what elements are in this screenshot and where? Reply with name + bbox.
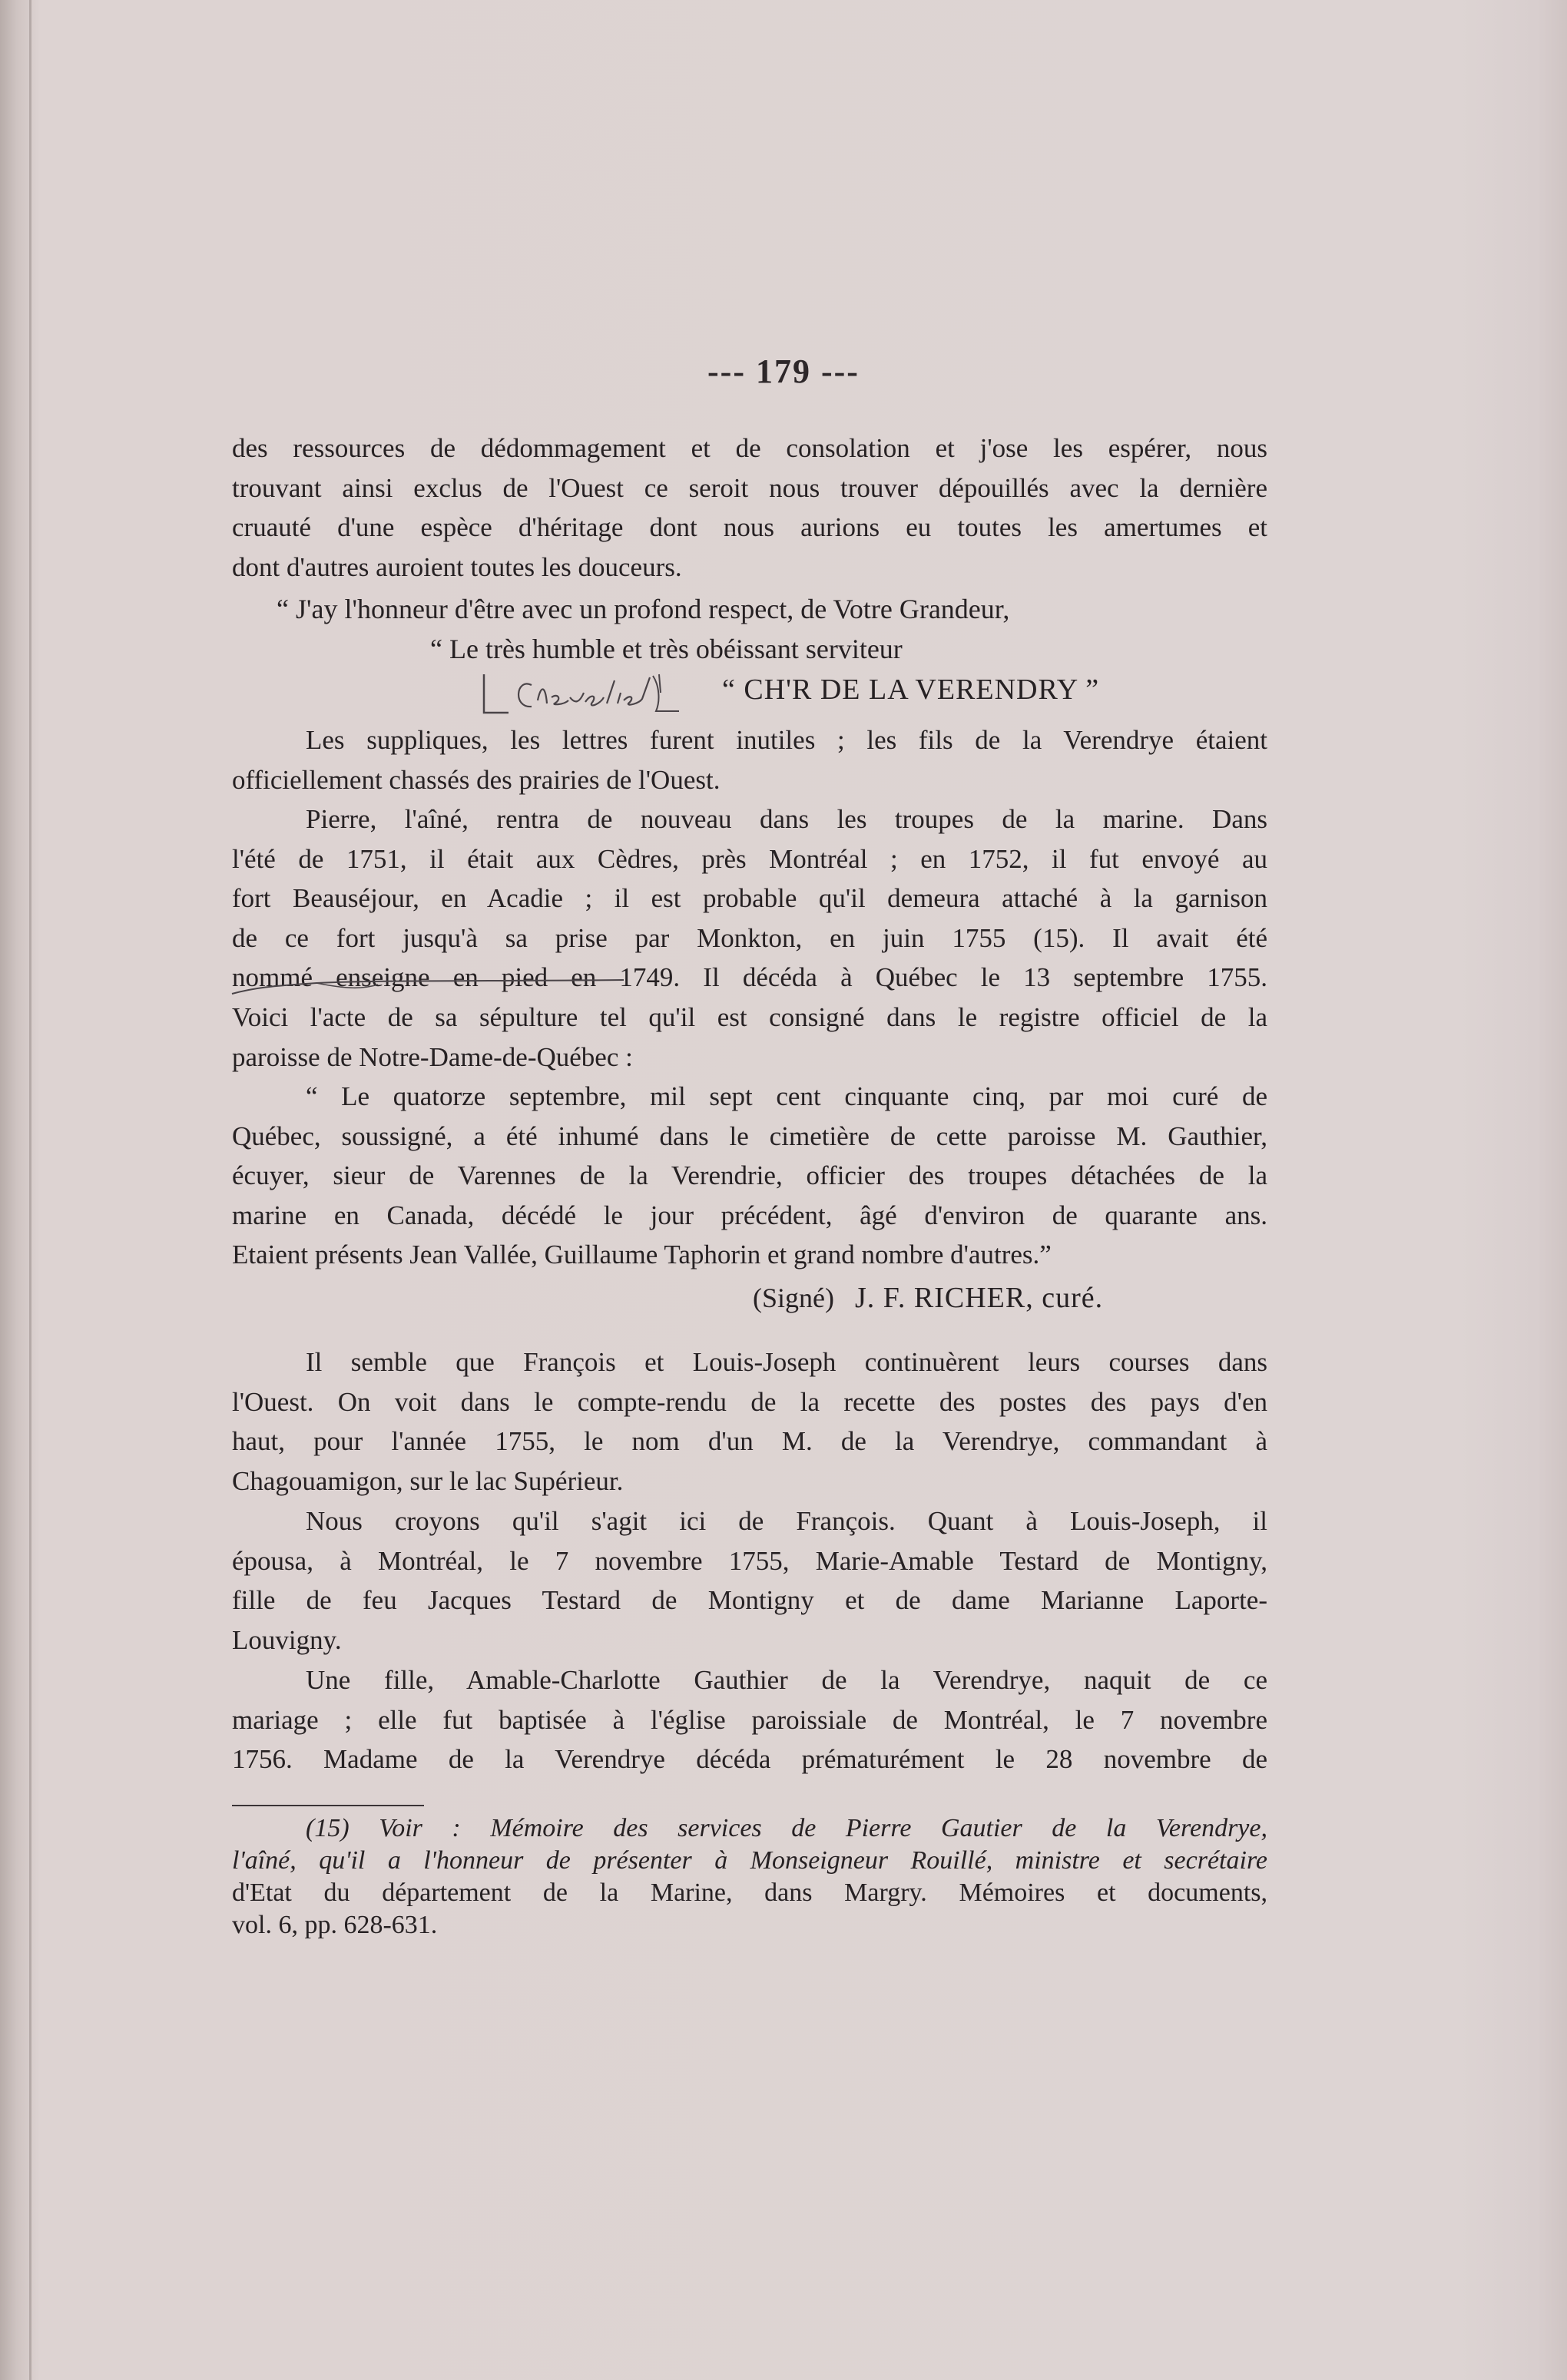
text-line: Chagouamigon, sur le lac Supérieur. (232, 1465, 624, 1496)
text-line: haut, pour l'année 1755, le nom d'un M. de la Verendrye, commandant à (232, 1426, 1267, 1457)
text-line: marine en Canada, décédé le jour précédent, âgé d'environ de quarante ans. (232, 1200, 1267, 1230)
text-line: paroisse de Notre-Dame-de-Québec : (232, 1041, 633, 1072)
paragraph-2 (232, 720, 1267, 799)
text-line: 1756. Madame de la Verendrye décéda prématurément le 28 novembre de (232, 1744, 1267, 1775)
handwritten-annotation (478, 670, 724, 717)
text-line: Louvigny. (232, 1624, 342, 1655)
text-line: l'été de 1751, il était aux Cèdres, près Montréal ; en 1752, il fut envoyé au (232, 843, 1267, 874)
paragraph-6 (232, 1501, 1267, 1660)
page-number: --- 179 --- (707, 353, 860, 390)
text-line: Nous croyons qu'il s'agit ici de François. Quant à Louis-Joseph, il (306, 1506, 1267, 1536)
text-line: officiellement chassés des prairies de l'Ouest. (232, 764, 721, 795)
paragraph-1 (232, 429, 1267, 587)
signed-name: J. F. RICHER, curé. (854, 1282, 1104, 1314)
text-line: l'Ouest. On voit dans le compte-rendu de la recette des postes des pays d'en (232, 1386, 1267, 1417)
text-line: écuyer, sieur de Varennes de la Verendrie, officier des troupes détachées de la (232, 1160, 1267, 1191)
text-line: fort Beauséjour, en Acadie ; il est probable qu'il demeura attaché à la garnison (232, 883, 1267, 914)
letter-closing-servant: “ Le très humble et très obéissant serviteur (430, 634, 903, 664)
footnote-rule (232, 1805, 424, 1806)
footnote-line: vol. 6, pp. 628-631. (232, 1911, 438, 1939)
text-line: trouvant ainsi exclus de l'Ouest ce seroit nous trouver dépouillés avec la dernière (232, 472, 1267, 503)
paragraph-5 (232, 1342, 1267, 1501)
text-line: Etaient présents Jean Vallée, Guillaume Taphorin et grand nombre d'autres.” (232, 1240, 1052, 1270)
text-line: Québec, soussigné, a été inhumé dans le cimetière de cette paroisse M. Gauthier, (232, 1120, 1267, 1151)
text-line: nommé enseigne en pied en 1749. Il décéda à Québec le 13 septembre 1755. (232, 962, 1267, 993)
paragraph-4 (232, 1077, 1267, 1275)
footnote-line: d'Etat du département de la Marine, dans Margry. Mémoires et documents, (232, 1879, 1267, 1907)
signature: “ CH'R DE LA VERENDRY ” (722, 674, 1100, 706)
text-line: fille de feu Jacques Testard de Montigny et de dame Marianne Laporte- (232, 1585, 1267, 1616)
signed-label: (Signé) (753, 1283, 834, 1313)
text-line: “ Le quatorze septembre, mil sept cent cinquante cinq, par moi curé de (306, 1081, 1267, 1111)
text-line: Voici l'acte de sa sépulture tel qu'il est consigné dans le registre officiel de la (232, 1001, 1267, 1032)
signed-line (753, 1281, 1103, 1315)
text-line: Pierre, l'aîné, rentra de nouveau dans les troupes de la marine. Dans (306, 804, 1267, 834)
footnote (232, 1812, 1267, 1941)
paragraph-7 (232, 1660, 1267, 1779)
text-line: des ressources de dédommagement et de consolation et j'ose les espérer, nous (232, 433, 1267, 463)
pencil-underline (224, 971, 639, 1001)
text-line: mariage ; elle fut baptisée à l'église paroissiale de Montréal, le 7 novembre (232, 1704, 1267, 1735)
text-line: Les suppliques, les lettres furent inutiles ; les fils de la Verendrye étaient (306, 725, 1267, 755)
text-line: de ce fort jusqu'à sa prise par Monkton, en juin 1755 (15). Il avait été (232, 922, 1267, 953)
text-line: Il semble que François et Louis-Joseph continuèrent leurs courses dans (306, 1347, 1267, 1377)
footnote-line: l'aîné, qu'il a l'honneur de présenter à Monseigneur Rouillé, ministre et secrétaire (232, 1846, 1267, 1875)
text-line: cruauté d'une espèce d'héritage dont nous aurions eu toutes les amertumes et (232, 512, 1267, 543)
letter-closing: “ J'ay l'honneur d'être avec un profond respect, de Votre Grandeur, (277, 594, 1010, 624)
text-line: dont d'autres auroient toutes les douceurs. (232, 551, 682, 582)
footnote-line: (15) Voir : Mémoire des services de Pierre Gautier de la Verendrye, (306, 1814, 1267, 1842)
text-line: Une fille, Amable-Charlotte Gauthier de la Verendrye, naquit de ce (306, 1665, 1267, 1695)
paragraph-3 (232, 799, 1267, 1077)
text-line: épousa, à Montréal, le 7 novembre 1755, Marie-Amable Testard de Montigny, (232, 1545, 1267, 1576)
